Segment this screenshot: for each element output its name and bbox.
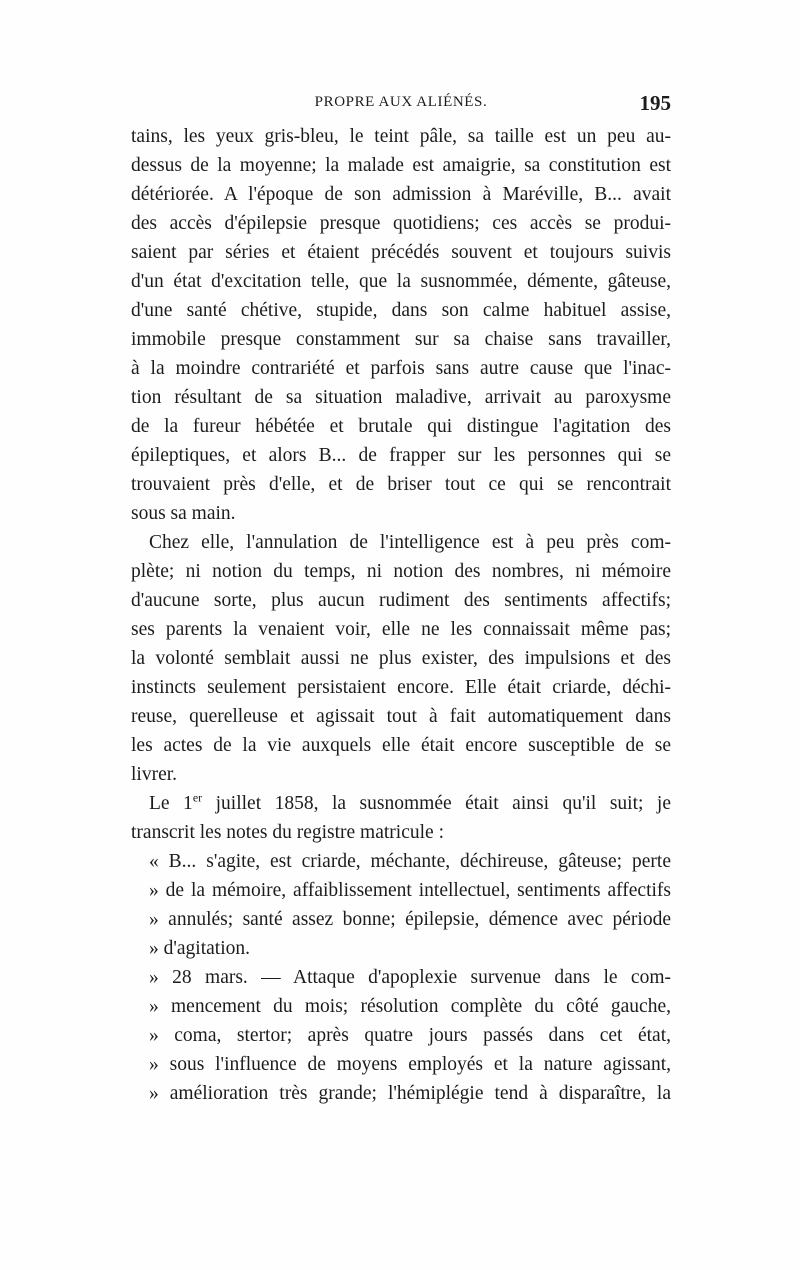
text-line: des accès d'épilepsie presque quotidiens; ces accès se produi- <box>131 213 671 234</box>
text-line: » d'agitation. <box>149 938 250 959</box>
running-title: PROPRE AUX ALIÉNÉS. <box>314 94 488 110</box>
text-line: d'un état d'excitation telle, que la susnommée, démente, gâteuse, <box>131 271 671 292</box>
page-number: 195 <box>639 91 671 115</box>
text-line: sous sa main. <box>131 503 236 524</box>
text-line: « B... s'agite, est criarde, méchante, déchireuse, gâteuse; perte <box>149 851 671 872</box>
text-line: » 28 mars. — Attaque d'apoplexie survenue dans le com- <box>149 967 671 988</box>
text-line: » amélioration très grande; l'hémiplégie tend à disparaître, la <box>149 1083 671 1104</box>
text-line: transcrit les notes du registre matricule : <box>131 822 444 843</box>
text-line: la volonté semblait aussi ne plus exister, des impulsions et des <box>131 648 671 669</box>
text-line: reuse, querelleuse et agissait tout à fait automatiquement dans <box>131 706 671 727</box>
text-line: les actes de la vie auxquels elle était encore susceptible de se <box>131 735 671 756</box>
text-line: saient par séries et étaient précédés souvent et toujours suivis <box>131 242 671 263</box>
text-line: » annulés; santé assez bonne; épilepsie, démence avec période <box>149 909 671 930</box>
text-line: immobile presque constamment sur sa chaise sans travailler, <box>131 329 671 350</box>
text-line: ses parents la venaient voir, elle ne les connaissait même pas; <box>131 619 671 640</box>
text-line: » coma, stertor; après quatre jours passés dans cet état, <box>149 1025 671 1046</box>
text-line: détériorée. A l'époque de son admission à Maréville, B... avait <box>131 184 671 205</box>
text-line: livrer. <box>131 764 178 785</box>
text-line: trouvaient près d'elle, et de briser tout ce qui se rencontrait <box>131 474 671 495</box>
text-line: instincts seulement persistaient encore. Elle était criarde, déchi- <box>131 677 671 698</box>
text-line: de la fureur hébétée et brutale qui distingue l'agitation des <box>131 416 671 437</box>
text-line: plète; ni notion du temps, ni notion des nombres, ni mémoire <box>131 561 671 582</box>
text-line: » sous l'influence de moyens employés et la nature agissant, <box>149 1054 671 1075</box>
text-line: d'aucune sorte, plus aucun rudiment des sentiments affectifs; <box>131 590 671 611</box>
text-line: dessus de la moyenne; la malade est amaigrie, sa constitution est <box>131 155 671 176</box>
text-line: épileptiques, et alors B... de frapper sur les personnes qui se <box>131 445 671 466</box>
text-line: à la moindre contrariété et parfois sans autre cause que l'inac- <box>131 358 671 379</box>
text-line: » de la mémoire, affaiblissement intellectuel, sentiments affectifs <box>149 880 671 901</box>
running-head <box>131 92 671 116</box>
text-line: tains, les yeux gris-bleu, le teint pâle, sa taille est un peu au- <box>131 126 671 147</box>
text-line: Chez elle, l'annulation de l'intelligence est à peu près com- <box>149 532 671 553</box>
text-line: d'une santé chétive, stupide, dans son calme habituel assise, <box>131 300 671 321</box>
text-line: tion résultant de sa situation maladive, arrivait au paroxysme <box>131 387 671 408</box>
body-text <box>131 122 671 1108</box>
text-line: Le 1er juillet 1858, la susnommée était ainsi qu'il suit; je <box>149 790 671 814</box>
text-line: » mencement du mois; résolution complète du côté gauche, <box>149 996 671 1017</box>
